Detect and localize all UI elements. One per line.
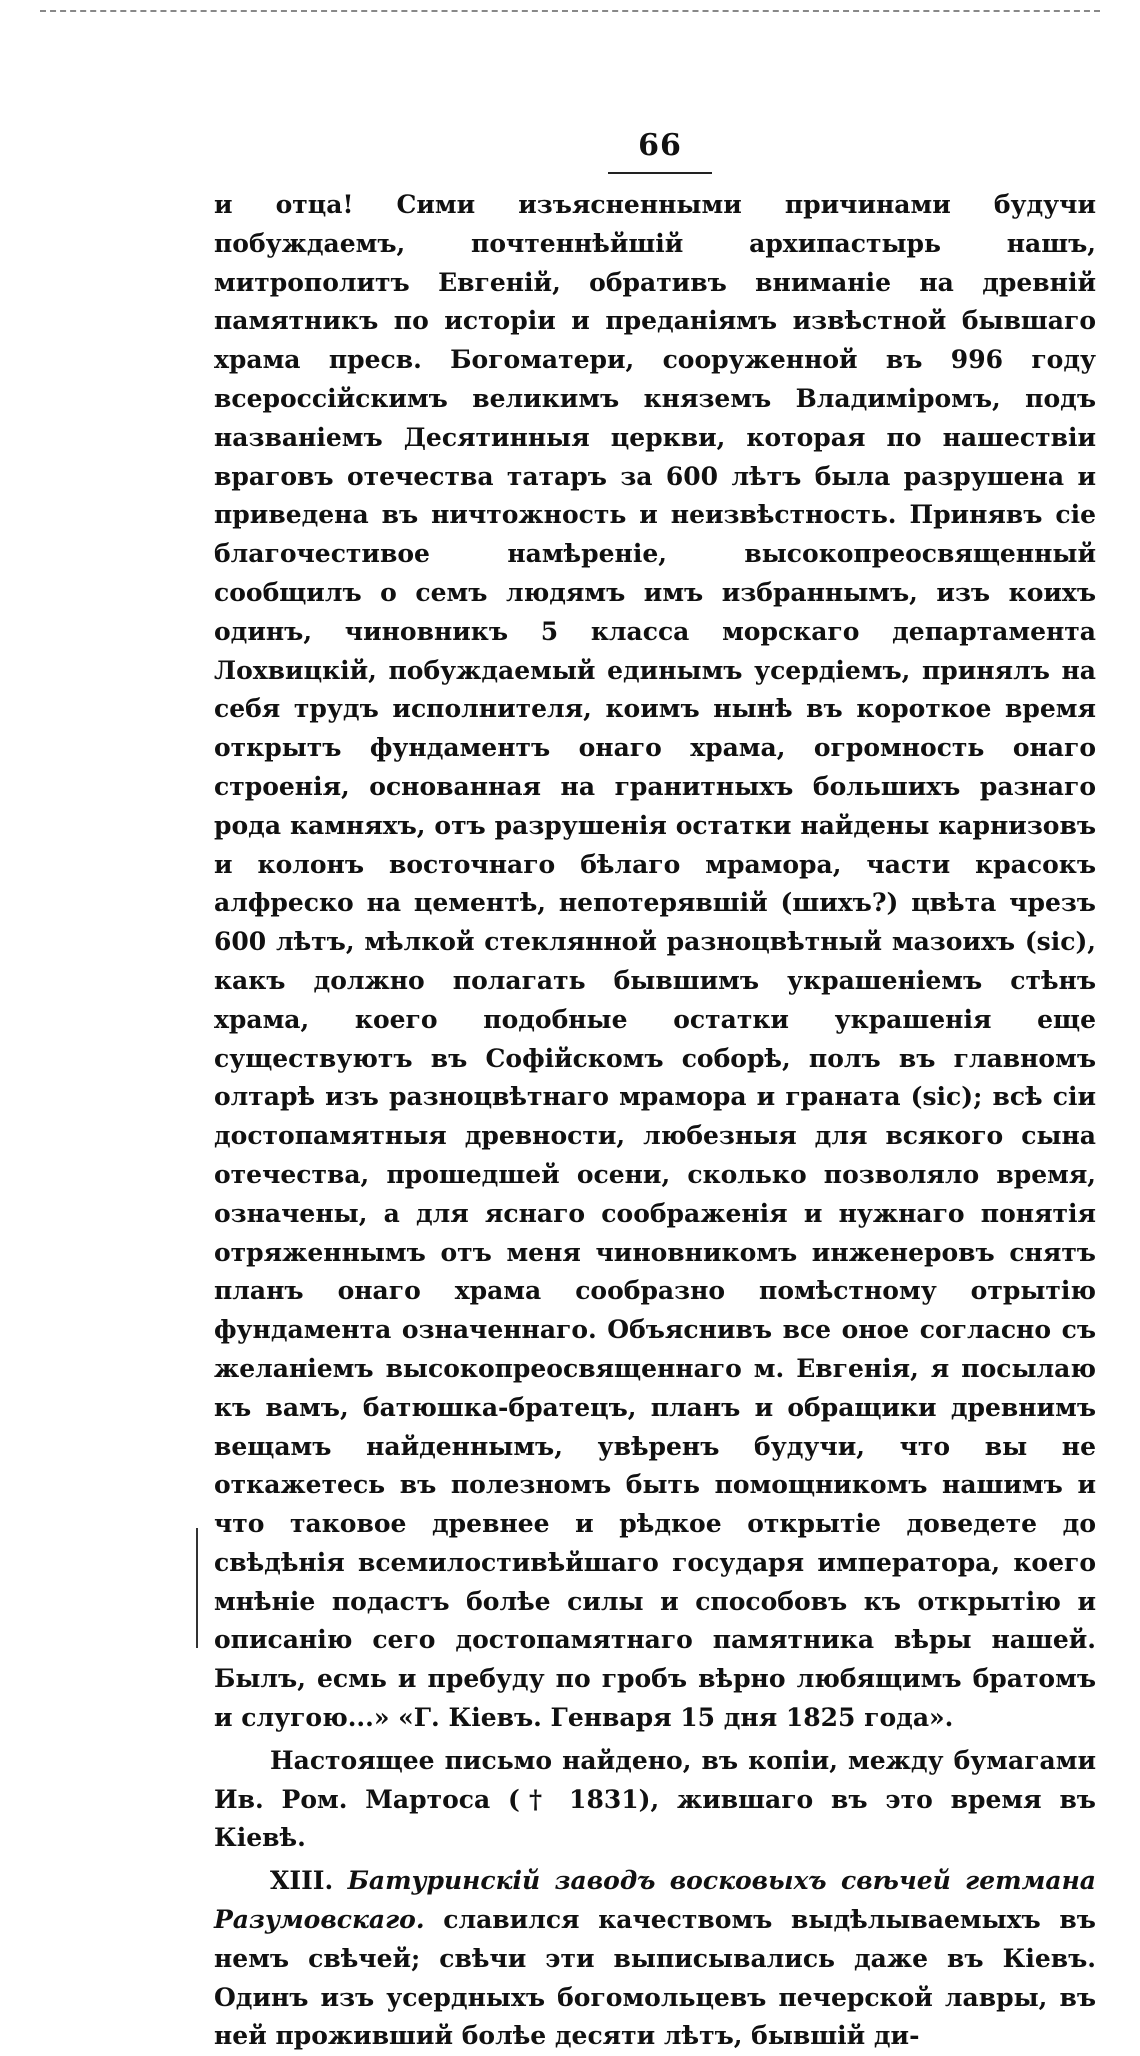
section-xiii [214,1862,1096,2056]
top-edge-rule [40,10,1100,12]
section-number: XIII. [270,1866,334,1896]
section-title: Батуринскій заводъ восковыхъ свѣчей гетмана Разумовскаго. [214,1866,1096,1935]
page-number-underline [608,172,712,174]
paragraph-note: Настоящее письмо найдено, въ копіи, между бумагами Ив. Ром. Мартоса († 1831), жившаго въ это время въ Кіевѣ. [214,1745,1096,1853]
body-text [214,186,1096,2056]
paragraph-letter: и отца! Сими изъясненными причинами будучи побуждаемъ, почтеннѣйшій архипастырь нашъ, митрополитъ Евгеній, обративъ вниманіе на древній памятникъ по исторіи и преданіямъ извѣстной бывшаго храма пресв. Богоматери, сооруженной въ 996 году всероссійскимъ великимъ княземъ Владиміромъ, подъ названіемъ Десятинныя церкви, которая по нашествіи враговъ отечества татаръ за 600 лѣтъ была разрушена и приведена въ ничтожность и неизвѣстность. Принявъ сіе благочестивое намѣреніе, высокопреосвященный сообщилъ о семъ людямъ имъ избраннымъ, изъ коихъ одинъ, чиновникъ 5 класса морскаго департамента Лохвицкій, побуждаемый единымъ усердіемъ, принялъ на себя трудъ исполнителя, коимъ нынѣ въ короткое время открытъ фундаментъ онаго храма, огромность онаго строенія, основанная на гранитныхъ большихъ разнаго рода камняхъ, отъ разрушенія остатки найдены карнизовъ и колонъ восточнаго бѣлаго мрамора, части красокъ алфреско на цементѣ, непотерявшій (шихъ?) цвѣта чрезъ 600 лѣтъ, мѣлкой стеклянной разноцвѣтный мазоихъ (sic), какъ должно полагать бывшимъ украшеніемъ стѣнъ храма, коего подобные остатки украшенія еще существуютъ въ Софійскомъ соборѣ, полъ въ главномъ олтарѣ изъ разноцвѣтнаго мрамора и граната (sic); всѣ сіи достопамятныя древности, любезныя для всякого сына отечества, прошедшей осени, сколько позволяло время, означены, а для яснаго соображенія и нужнаго понятія отряженнымъ отъ меня чиновникомъ инженеровъ снятъ планъ онаго храма сообразно помѣстному отрытію фундамента означеннаго. Объяснивъ все оное согласно съ желаніемъ высокопреосвященнаго м. Евгенія, я посылаю къ вамъ, батюшка-братецъ, планъ и обращики древнимъ вещамъ найденнымъ, увѣренъ будучи, что вы не откажетесь въ полезномъ быть помощникомъ нашимъ и что таковое древнее и рѣдкое открытіе доведете до свѣдѣнія всемилостивѣйшаго государя императора, коего мнѣніе подастъ болѣе силы и способовъ къ открытію и описанію сего достопамятнаго памятника вѣры нашей. Былъ, есмь и пребуду по гробъ вѣрно любящимъ братомъ и слугою...» «Г. Кіевъ. Генваря 15 дня 1825 года». [214,190,1096,1733]
margin-pencil-mark [196,1528,206,1648]
page-number: 66 [638,128,682,163]
section-text: славился качествомъ выдѣлываемыхъ въ немъ свѣчей; свѣчи эти выписывались даже въ Кіевъ. Одинъ изъ усердныхъ богомольцевъ печерской лавры, въ ней проживший болѣе десяти лѣтъ, бывшій ди- [214,1905,1096,2051]
